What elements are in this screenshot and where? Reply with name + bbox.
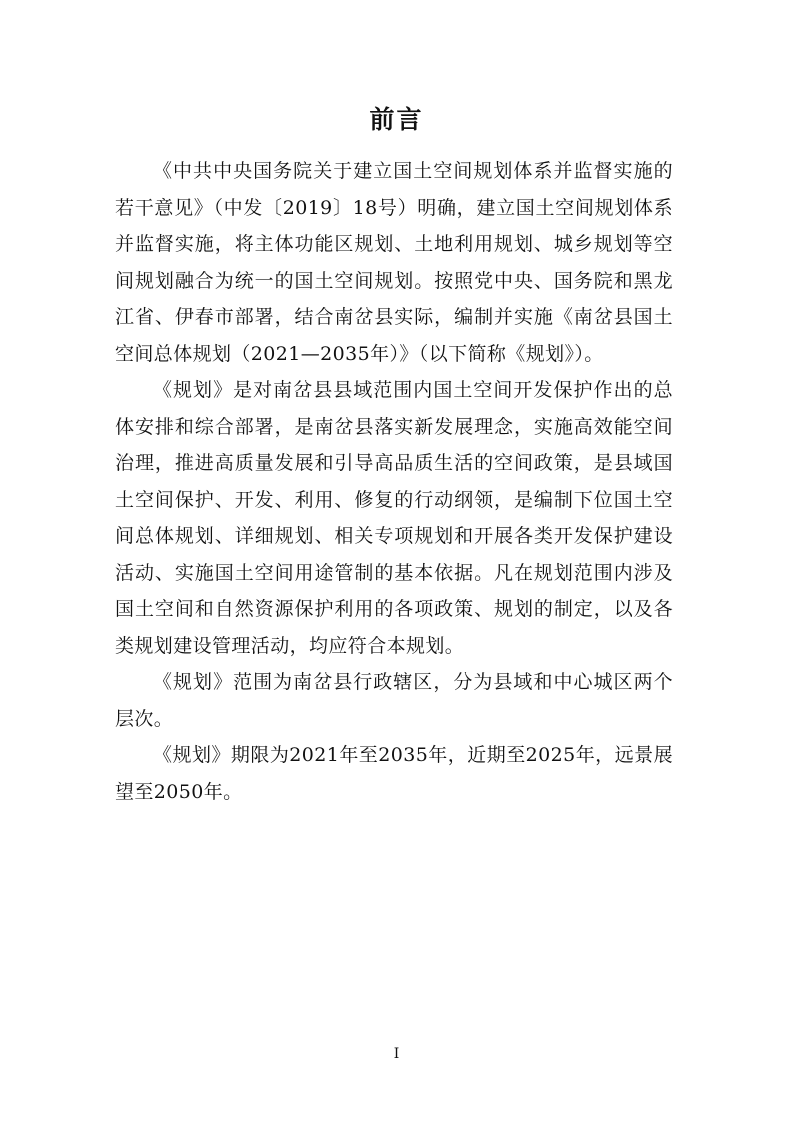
document-body	[115, 153, 673, 810]
paragraph-role: 《规划》是对南岔县县域范围内国土空间开发保护作出的总体安排和综合部署，是南岔县落实新发展理念，实施高效能空间治理，推进高质量发展和引导高品质生活的空间政策，是县域国土空间保护、开发、利用、修复的行动纲领，是编制下位国土空间总体规划、详细规划、相关专项规划和开展各类开发保护建设活动、实施国土空间用途管制的基本依据。凡在规划范围内涉及国土空间和自然资源保护利用的各项政策、规划的制定，以及各类规划建设管理活动，均应符合本规划。	[115, 379, 673, 657]
page-number: I	[393, 1046, 400, 1062]
paragraph-scope: 《规划》范围为南岔县行政辖区，分为县域和中心城区两个层次。	[115, 671, 673, 730]
paragraph-period: 《规划》期限为2021年至2035年，近期至2025年，远景展望至2050年。	[115, 744, 673, 803]
paragraph-mandate: 《中共中央国务院关于建立国土空间规划体系并监督实施的若干意见》（中发〔2019〕18号）明确，建立国土空间规划体系并监督实施，将主体功能区规划、土地利用规划、城乡规划等空间规划融合为统一的国土空间规划。按照党中央、国务院和黑龙江省、伊春市部署，结合南岔县实际，编制并实施《南岔县国土空间总体规划（2021—2035年）》（以下简称《规划》）。	[115, 160, 673, 365]
page-title: 前言	[369, 105, 424, 134]
